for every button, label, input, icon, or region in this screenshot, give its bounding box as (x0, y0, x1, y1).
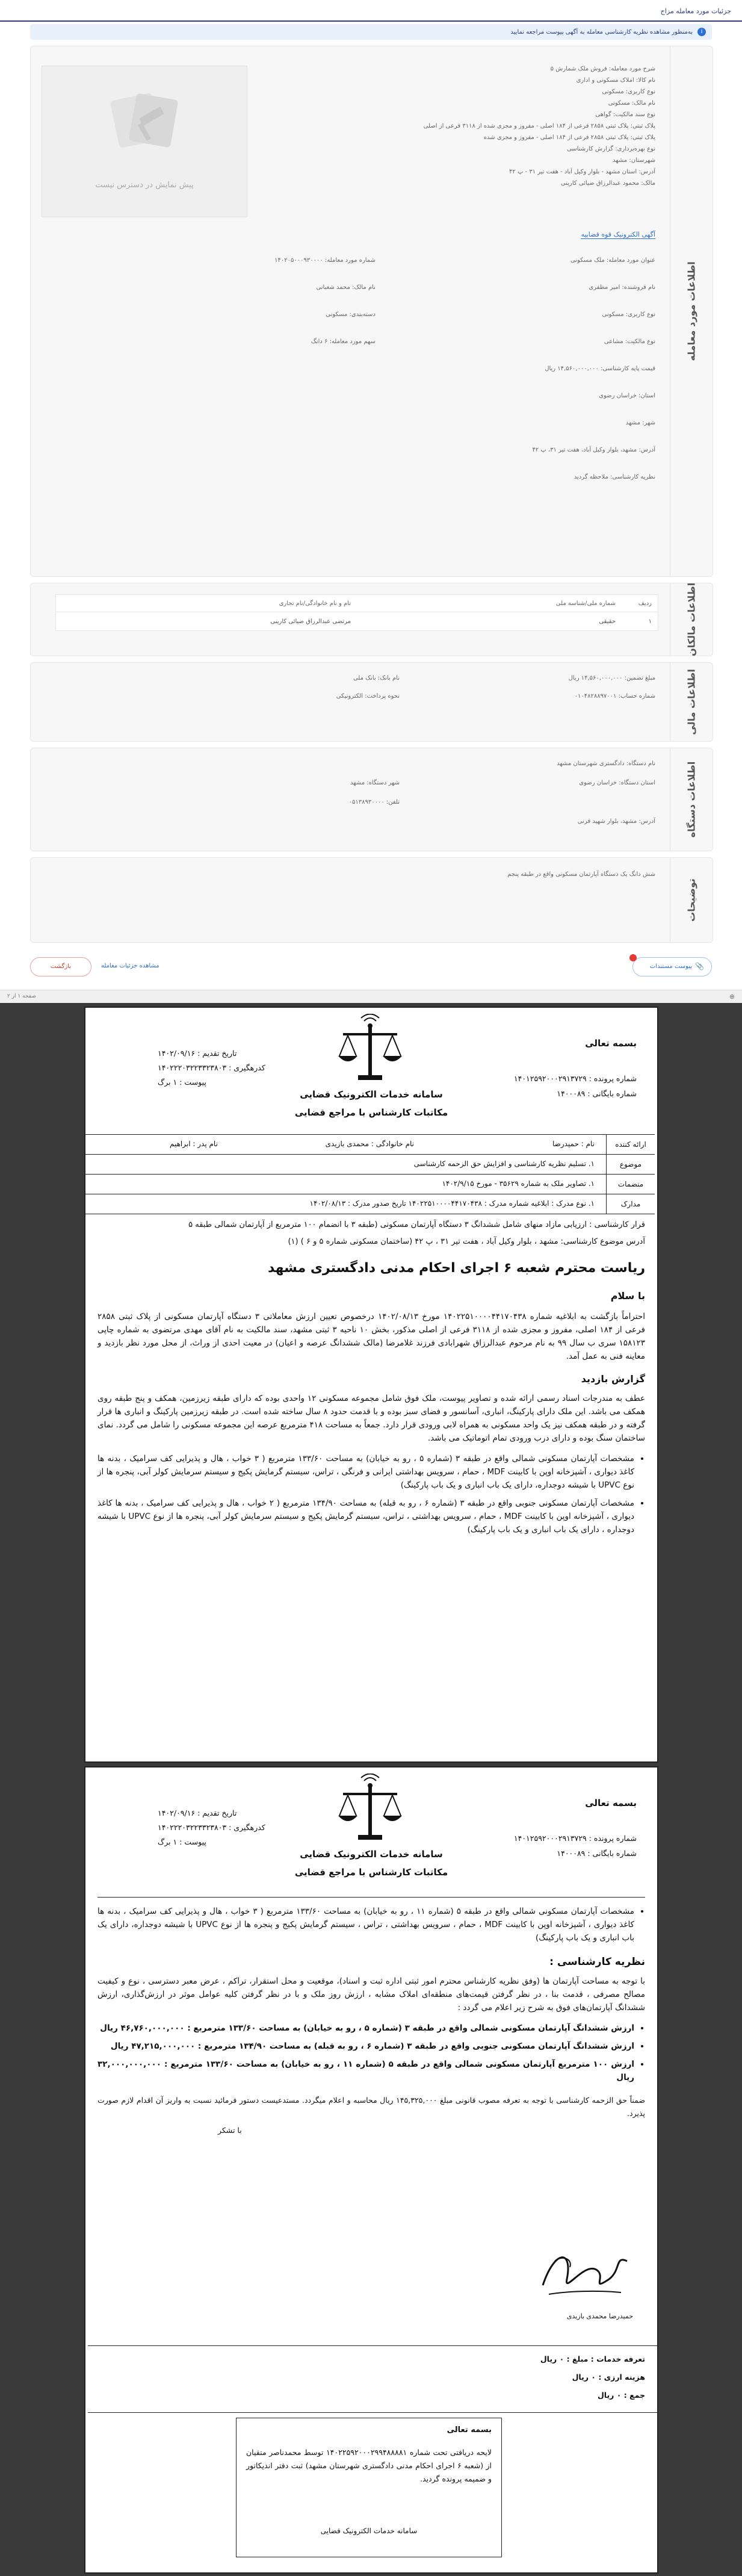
owners-col-header: نام و نام خانوادگی/نام تجاری (279, 600, 351, 607)
attachment-button-label: پیوست مستندات (649, 963, 692, 970)
deal-field: آدرس: مشهد، بلوار وکیل آباد، هفت تیر ۳۱، پ ۴۲ (532, 447, 655, 453)
meta-value: نام خانوادگی : محمدی بازیدی (325, 1140, 414, 1148)
section-label-desc: توضیحات (670, 858, 713, 942)
doc2-attachment: پیوست : ۱ برگ (158, 1837, 206, 1846)
info-icon: i (697, 28, 706, 36)
doc2-receipt-title: بسمه تعالی (447, 2425, 492, 2435)
doc1-file-no: شماره پرونده : ۱۴۰۱۲۵۹۲۰۰۰۲۹۱۳۷۲۹ (513, 1074, 637, 1083)
deal-field: نام مالک: محمد شعبانی (316, 284, 376, 291)
meta-label: منضمات (606, 1175, 655, 1194)
scales-of-justice-icon (337, 1774, 403, 1843)
doc2-value2: • ارزش ششدانگ آپارتمان مسکونی جنوبی واقع در طبقه ۳ (شماره ۶ ، رو به قبله) به مساحت ۱۳۴/۹۰ مترمربع : ۴۷,۲۱۵,۰۰۰,۰۰۰ ریال (97, 2040, 634, 2053)
doc2-fee-2: هزینه ارزی : ۰ ریال (572, 2373, 645, 2382)
meta-label: موضوع (606, 1155, 655, 1174)
meta-value: ۱. نوع مدرک : ابلاغیه شماره مدرک : ۱۴۰۲۲۵۱۰۰۰۰۴۴۱۷۰۴۳۸ تاریخ صدور مدرک : ۱۴۰۲/۰۸/۱۳ (309, 1199, 595, 1208)
section-label-deal: اطلاعات مورد معامله (670, 46, 713, 576)
doc1-address: آدرس موضوع کارشناسی: مشهد ، بلوار وکیل آباد ، هفت تیر ۳۱ ، پ ۴۲ (ساختمان مسکونی شماره ۵ و ۶ ) (۱) (288, 1237, 645, 1246)
doc2-body (97, 1897, 645, 2137)
info-banner (30, 24, 712, 40)
finance-field: نحوه پرداخت: الکترونیکی (336, 693, 400, 700)
paperclip-icon: 📎 (695, 962, 704, 970)
office-field: تلفن: ۰۵۱۳۸۹۳۰۰۰۰ (348, 799, 400, 805)
doc2-closing: ضمناً حق الزحمه کارشناسی با توجه به تعرفه مصوب قانونی مبلغ ۱۴۵,۳۲۵,۰۰۰ ریال محاسبه و اعلام میگردد. مستدعیست دستور فرمائید نسبت به واریز آن اقدام لازم صورت پذیرد. (97, 2096, 645, 2118)
finance-field: نام بانک: بانک ملی (353, 675, 400, 681)
deal-field: دسته‌بندی: مسکونی (326, 311, 376, 318)
doc2-archive-no: شماره بایگانی : ۱۴۰۰۰۸۹ (557, 1849, 637, 1858)
summary-field: نام مالک: مسکونی (608, 100, 655, 107)
document-page-1 (84, 1007, 658, 1763)
summary-field: نوع کاربری: مسکونی (602, 88, 655, 95)
doc1-attachment: پیوست : ۱ برگ (158, 1078, 206, 1087)
office-field: شهر دستگاه: مشهد (350, 780, 400, 786)
finance-field: مبلغ تضمین: ۱۴,۵۶۰,۰۰۰,۰۰۰ ریال (568, 675, 655, 681)
table-row (85, 1194, 655, 1214)
office-card (30, 748, 713, 851)
doc2-tracking: کدرهگیری : ۱۴۰۲۲۲۰۳۲۲۳۳۲۳۸۰۳ (158, 1823, 265, 1832)
doc1-header (85, 1008, 655, 1134)
doc2-value3: • ارزش ۱۰۰ مترمربع آپارتمان مسکونی شمالی واقع در طبقه ۵ (شماره ۱۱ ، رو به خیابان) به مساحت ۱۳۳/۶۰ مترمربع : ۳۲,۰۰۰,۰۰۰,۰۰۰ ریال (97, 2058, 634, 2084)
finance-field: شماره حساب: ۰۱۰۴۸۲۸۸۹۷۰۰۱ (574, 693, 655, 700)
doc2-signer: حمیدرضا محمدی بازیدی (566, 2312, 633, 2320)
description-text: شش دانگ یک دستگاه آپارتمان مسکونی واقع در طبقه پنجم (507, 871, 655, 878)
owners-col-header: ردیف (638, 600, 652, 607)
doc2-value-list (97, 2022, 645, 2084)
table-row (85, 1175, 655, 1194)
back-button[interactable] (30, 957, 91, 976)
meta-value: نام : حمیدرضا (552, 1140, 595, 1148)
doc1-letter-title: مکاتبات کارشناس با مراجع قضایی (294, 1107, 448, 1118)
summary-field: آدرس: استان مشهد - بلوار وکیل آباد - هفت تیر ۳۱ - پ ۴۲ (509, 169, 655, 175)
page-header (0, 0, 742, 22)
summary-card (30, 46, 713, 577)
doc2-spec3: • مشخصات آپارتمان مسکونی شمالی واقع در طبقه ۵ (شماره ۱۱ ، رو به خیابان) به مساحت ۱۳۳/۶۰ مترمربع ( ۳ خواب ، هال و پذیرایی کف سرامیک ، بدنه ها کاغذ دیواری ، آشپزخانه اوپن با کابینت MDF ، حمام ، سرویس بهداشتی ، تراس ، سیستم گرمایش پکیج و پنجره ها از نوع UPVC با شیشه دوجداره، دارای یک باب انباری و یک باب پارکینگ) (97, 1905, 634, 1944)
doc2-receipt-text: لایحه دریافتی تحت شماره ۱۴۰۲۲۵۹۲۰۰۰۲۹۹۴۸۸۸۸۱ توسط محمدناصر متقیان از (شعبه ۶ اجرای احکام مدنی دادگستری شهرستان مشهد) ثبت دفتر اندیکاتور و ضمیمه پرونده گردید. (246, 2448, 492, 2483)
deal-field: نام فروشنده: امیر مظفری (589, 284, 655, 291)
section-label-office: اطلاعات دستگاه (670, 748, 713, 851)
meta-value: نام پدر : ابراهیم (170, 1140, 218, 1148)
attachment-button[interactable] (632, 957, 712, 976)
doc2-opinion-title: نظریه کارشناسی : (549, 1956, 645, 1968)
owners-cell: ۱ (648, 618, 652, 625)
deal-field: عنوان مورد معامله: ملک مسکونی (570, 257, 655, 264)
document-page-2 (84, 1766, 658, 2574)
owners-col-header: شماره ملی/شناسه ملی (555, 600, 616, 607)
doc1-greeting: با سلام (610, 1290, 645, 1302)
deal-field: شماره مورد معامله: ۱۴۰۲۰۵۰۰۰۹۳۰۰۰۰ (274, 257, 376, 264)
table-row (85, 1155, 655, 1175)
doc2-receipt-box (236, 2418, 502, 2557)
deal-field: نوع کاربری: مسکونی (602, 311, 655, 318)
deal-field: استان: خراسان رضوی (599, 393, 655, 399)
doc1-archive-no: شماره بایگانی : ۱۴۰۰۰۸۹ (557, 1089, 637, 1098)
doc1-bismillah: بسمه تعالی (585, 1038, 637, 1049)
handwritten-signature (531, 2237, 633, 2309)
gavel-icon (108, 84, 181, 157)
deal-fields-right (403, 257, 655, 501)
summary-field: پلاک ثبتی: پلاک ثبتی ۲۸۵۸ فرعی از ۱۸۴ اصلی - مفروز و مجزی شده از ۳۱۱۸ فرعی از اصلی (423, 123, 655, 129)
deal-field: نظریه کارشناسی: ملاحظه گردید (574, 474, 655, 480)
owners-cell: حقیقی (599, 618, 616, 625)
doc1-intro: قرار کارشناسی : ارزیابی مازاد منهای شامل ششدانگ ۳ دستگاه آپارتمان مسکونی (طبقه ۳ با انضمام ۱۰۰ مترمربع از آپارتمان شمالی طبقه ۵ (188, 1220, 645, 1229)
summary-field: شرح مورد معامله: فروش ملک شمارش ۵ (550, 66, 655, 72)
doc1-para2: عطف به مندرجات اسناد رسمی ارائه شده و تصاویر پیوست، ملک فوق شامل مجموعه مسکونی ۱۲ واحدی بوده که دارای طبقه زیرزمین، همکف و پنج طبقه روی همکف می باشد. این ملک دارای پارکینگ، انباری، آسانسور و فضای سبز بوده و با قدمت حدود ۸ سال ساخته شده است. در طبقه زیرزمین پارکینگ و انباری ها قرار گرفته و در طبقه همکف نیز یک واحد مسکونی به همراه لابی ورودی قرار دارد. جمعاً به مساحت ۴۱۸ مترمربع عرصه این مجموعه مسکونی را شامل می گردد. نمای ساختمان سنگ بوده و دارای درب ورودی تمام اتوماتیک می باشد. (97, 1394, 646, 1443)
scales-of-justice-icon (337, 1014, 403, 1083)
meta-value: ۱. تسلیم نظریه کارشناسی و افزایش حق الزحمه کارشناسی (413, 1159, 595, 1168)
owners-card (30, 583, 713, 656)
owners-table-header (56, 595, 658, 612)
meta-value: ۱. تصاویر ملک به شماره ۳۵۶۲۹ - مورخ ۱۴۰۲/۹/۱۵ (442, 1179, 595, 1188)
doc2-file-no: شماره پرونده : ۱۴۰۱۲۵۹۲۰۰۰۲۹۱۳۷۲۹ (513, 1834, 637, 1843)
meta-label: ارائه کننده (606, 1135, 655, 1154)
table-row (85, 1135, 655, 1155)
doc2-spec-list (97, 1905, 645, 1944)
office-field: استان دستگاه: خراسان رضوی (579, 780, 655, 786)
attachment-badge (629, 954, 637, 961)
office-field: نام دستگاه: دادگستری شهرستان مشهد (557, 760, 655, 767)
deal-fields-left (123, 257, 376, 365)
doc2-fee-3: جمع : ۰ ریال (597, 2391, 645, 2400)
finance-card (30, 662, 713, 742)
doc1-system-name: سامانه خدمات الکترونیک قضایی (300, 1089, 443, 1100)
doc1-body (97, 1218, 645, 1536)
deal-field: شهر: مشهد (625, 420, 655, 426)
summary-field: نام کالا: املاک مسکونی و اداری (576, 77, 655, 84)
doc1-tracking: کدرهگیری : ۱۴۰۲۲۲۰۳۲۲۳۳۲۳۸۰۳ (158, 1063, 265, 1072)
doc2-value1: • ارزش ششدانگ آپارتمان مسکونی شمالی واقع در طبقه ۳ (شماره ۵ ، رو به خیابان) به مساحت ۱۳۳/۶۰ مترمربع : ۴۶,۷۶۰,۰۰۰,۰۰۰ ریال (97, 2022, 634, 2035)
summary-field: مالک: محمود عبدالرزاق ضیائی کارینی (560, 180, 655, 187)
judiciary-ad-link[interactable]: آگهی الکترونیک قوه قضاییه (581, 231, 655, 238)
placeholder-text: پیش نمایش در دسترس نیست (95, 181, 194, 190)
doc2-fee-title: تعرفه خدمات : مبلغ : ۰ ریال (540, 2354, 645, 2363)
doc2-bismillah: بسمه تعالی (585, 1798, 637, 1808)
info-banner-text: به‌منظور مشاهده نظریه کارشناسی معامله به آگهی پیوست مراجعه نمایید (510, 29, 693, 36)
doc1-spec1: • مشخصات آپارتمان مسکونی شمالی واقع در طبقه ۳ (شماره ۵ ، رو به خیابان) به مساحت ۱۳۳/۶۰ مترمربع ( ۳ خواب ، هال و پذیرایی کف سرامیک ، بدنه ها کاغذ دیواری ، آشپزخانه اوپن با کابینت MDF ، حمام ، سرویس بهداشتی ایرانی و فرنگی ، تراس، سیستم گرمایش پکیج و سیستم سرمایش کولر آبی، پنجره ها از نوع UPVC با شیشه دوجداره، دارای یک باب انباری و یک باب پارکینگ) (97, 1452, 634, 1492)
deal-field: قیمت پایه کارشناسی: ۱۴,۵۶۰,۰۰۰,۰۰۰ ریال (545, 365, 655, 372)
doc2-regards: با تشکر (218, 2126, 242, 2135)
description-card (30, 857, 713, 943)
doc1-spec2: • مشخصات آپارتمان مسکونی جنوبی واقع در طبقه ۳ (شماره ۶ ، رو به قبله) به مساحت ۱۳۴/۹۰ مترمربع ( ۲ خواب ، هال و پذیرایی کف سرامیک ، بدنه ها کاغذ دیواری ، آشپزخانه اوپن با کابینت MDF ، حمام ، سرویس بهداشتی ، تراس، سیستم گرمایش پکیج و سیستم سرمایش کولر آبی، پنجره ها از نوع UPVC با شیشه دوجداره ، دارای یک باب انباری و یک باب پارکینگ) (97, 1497, 634, 1536)
doc2-date: تاریخ تقدیم : ۱۴۰۲/۰۹/۱۶ (158, 1808, 237, 1817)
zoom-icon[interactable]: ⊕ (729, 993, 735, 1001)
page-title: جزئیات مورد معامله مزاج (660, 7, 731, 15)
doc1-para1: احتراماً بازگشت به ابلاغیه شماره ۱۴۰۲۲۵۱۰۰۰۰۴۴۱۷۰۴۳۸ مورخ ۱۴۰۲/۰۸/۱۳ درخصوص تعیین ارزش معاملاتی ۳ دستگاه آپارتمان مسکونی از پلاک ثبتی ۲۸۵۸ فرعی از ۱۸۴ اصلی، مفروز و مجزی شده از ۳۱۱۸ فرعی از اصلی مذکور، بخش ۱۰ ناحیه ۳ ثبتی مشهد، سند مالکیت به نام آقای مهدی مرتضوی به شماره چاپی ۱۵۸۱۲۳ سری ب سال ۹۹ به نام مرحوم عبدالرزاق شهرابادی فرزند غلامرضا (مالک ششدانگ عرصه و اعیان) در معیت احدی از وراث، از محل مورد نظر بازدید و معاینه فنی به عمل آمد. (97, 1312, 646, 1361)
table-row (56, 612, 658, 630)
owners-cell: مرتضی عبدالرزاق ضیائی کارینی (270, 618, 351, 625)
doc1-date: تاریخ تقدیم : ۱۴۰۲/۰۹/۱۶ (158, 1049, 237, 1058)
doc1-spec-list (97, 1452, 645, 1536)
doc2-header (85, 1768, 655, 1894)
summary-field: نوع بهره‌برداری: گزارش کارشناسی (566, 146, 655, 152)
deal-field: سهم مورد معامله: ۶ دانگ (311, 338, 376, 345)
doc2-receipt-sign: سامانه خدمات الکترونیک قضایی (320, 2527, 418, 2535)
summary-field: شهرستان: مشهد (613, 157, 655, 164)
doc1-addressee: ریاست محترم شعبه ۶ اجرای احکام مدنی دادگستری مشهد (267, 1261, 645, 1276)
doc2-system-name: سامانه خدمات الکترونیک قضایی (300, 1849, 443, 1860)
owners-table (55, 594, 658, 631)
office-field: آدرس: مشهد، بلوار شهید قرنی (577, 818, 655, 825)
back-button-label: بازگشت (50, 963, 72, 970)
meta-label: مدارک (606, 1194, 655, 1214)
section-label-finance: اطلاعات مالی (670, 663, 713, 741)
image-placeholder (42, 66, 247, 217)
pdf-toolbar (0, 990, 742, 1004)
summary-field: پلاک ثبتی: پلاک ثبتی ۲۸۵۸ فرعی از ۱۸۴ اصلی - مفروز و مجزی شده (483, 134, 655, 141)
deal-field: نوع مالکیت: مشاعی (604, 338, 655, 345)
section-label-owners: اطلاعات مالکان (670, 583, 713, 656)
doc1-meta-table (85, 1134, 655, 1214)
view-deal-details-link[interactable]: مشاهده جزئیات معامله (101, 963, 159, 969)
doc2-letter-title: مکاتبات کارشناس با مراجع قضایی (294, 1867, 448, 1878)
summary-field: نوع سند مالکیت: گواهی (595, 111, 655, 118)
doc2-fee-box (88, 2345, 657, 2413)
doc2-para3: با توجه به مساحت آپارتمان ها (وفق نظریه کارشناس محترم امور ثبتی اداره ثبت و اسناد)، موقعیت و محل استقرار، تراکم ، عرض معبر دسترسی ، نوع و کیفیت مصالح مصرفی ، قدمت بنا ، در نظر گرفتن قیمت‌های منطقه‌ای املاک مشابه ، ارزش روز ملک و با در نظر گرفتن کلیه عوامل موثر در ارزش‌گذاری، ارزش ششدانگ آپارتمان‌های فوق به شرح زیر اعلام می گردد : (97, 1976, 645, 2013)
summary-field-list (318, 66, 655, 191)
pdf-page-indicator: صفحه ۱ از ۲ (7, 993, 36, 999)
doc1-report-title: گزارش بازدید (581, 1373, 645, 1385)
